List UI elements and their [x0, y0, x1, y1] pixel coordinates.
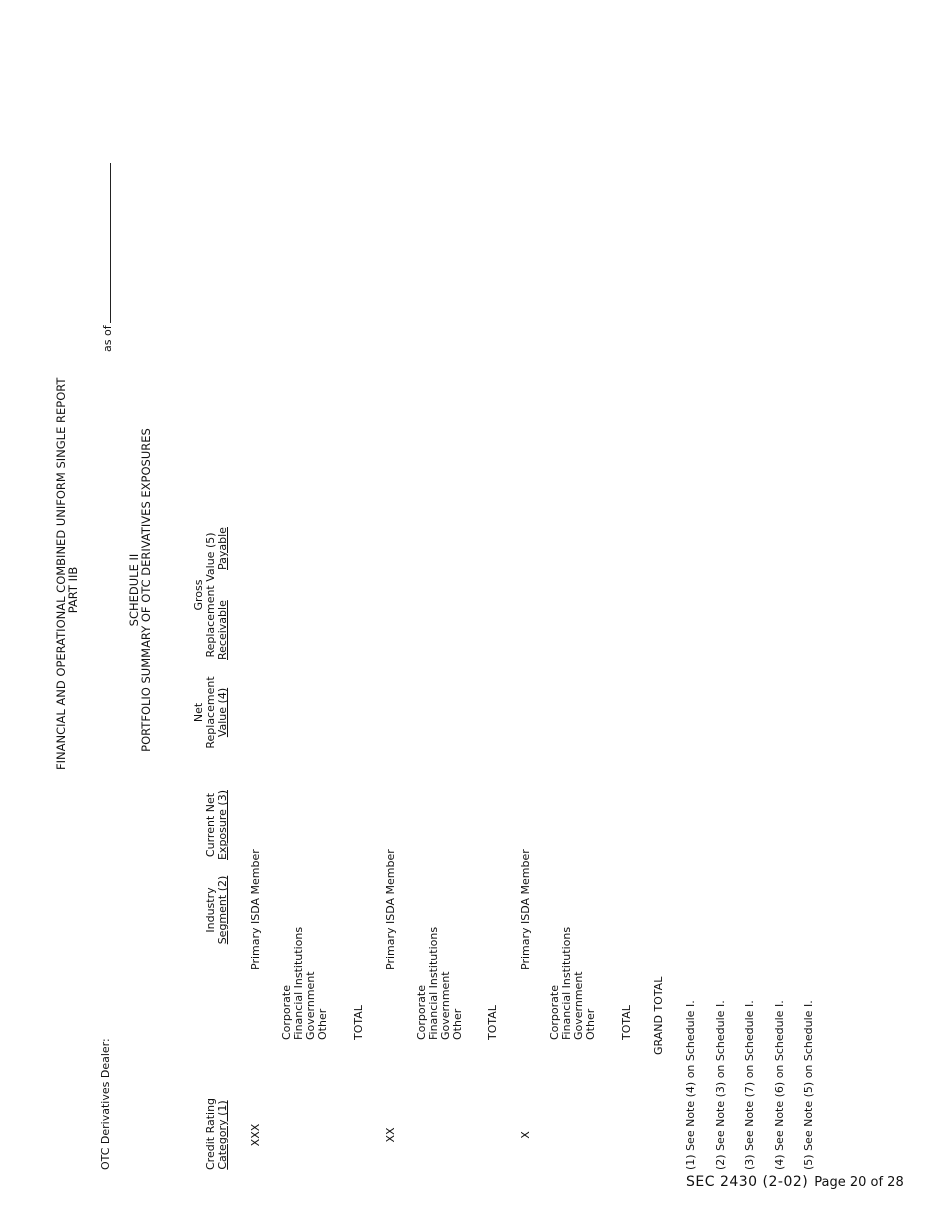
segment-other-1: Other	[316, 1008, 329, 1040]
segment-corporate-3: Corporate	[548, 985, 561, 1040]
rating-x: X	[519, 1131, 532, 1139]
schedule-block	[128, 390, 152, 790]
note-2: (2) See Note (3) on Schedule I.	[714, 1000, 727, 1170]
form-number: SEC 2430 (2-02)	[686, 1174, 809, 1190]
segment-corporate-1: Corporate	[280, 985, 293, 1040]
as-of-label: as of	[101, 325, 114, 352]
note-1: (1) See Note (4) on Schedule I.	[684, 1000, 697, 1170]
col-industry-line2: Segment (2)	[216, 875, 229, 945]
col-industry-line1: Industry	[204, 887, 217, 933]
col-receivable: Receivable	[216, 600, 229, 660]
report-part: PART IIB	[66, 566, 80, 614]
col-current-net	[205, 785, 229, 865]
segment-corporate-2: Corporate	[415, 985, 428, 1040]
page-footer	[686, 1174, 904, 1190]
note-3: (3) See Note (7) on Schedule I.	[743, 1000, 756, 1170]
col-current-net-line1: Current Net	[204, 792, 217, 858]
total-2: TOTAL	[486, 1005, 499, 1040]
primary-isda-2: Primary ISDA Member	[384, 849, 397, 970]
schedule-title: SCHEDULE II	[127, 553, 141, 627]
schedule-subtitle: PORTFOLIO SUMMARY OF OTC DERIVATIVES EXPOSURES	[139, 428, 153, 752]
col-current-net-line2: Exposure (3)	[216, 790, 229, 861]
segment-financial-3: Financial Institutions	[560, 926, 573, 1040]
col-gross-line1: Gross	[192, 579, 205, 611]
segment-government-3: Government	[572, 971, 585, 1040]
segment-other-2: Other	[451, 1008, 464, 1040]
as-of-line	[100, 163, 114, 352]
rating-xx: XX	[384, 1127, 397, 1143]
col-net-replacement-line2: Replacement	[204, 676, 217, 749]
segment-list-3	[549, 927, 597, 1040]
segment-government-1: Government	[304, 971, 317, 1040]
primary-isda-3: Primary ISDA Member	[519, 849, 532, 970]
primary-isda-1: Primary ISDA Member	[249, 849, 262, 970]
total-1: TOTAL	[352, 1005, 365, 1040]
segment-financial-1: Financial Institutions	[292, 926, 305, 1040]
page-number: Page 20 of 28	[814, 1175, 904, 1190]
rating-xxx: XXX	[249, 1123, 262, 1147]
col-net-replacement-line1: Net	[192, 702, 205, 723]
col-payable: Payable	[216, 527, 229, 570]
rotated-content	[55, 50, 855, 1170]
segment-financial-2: Financial Institutions	[427, 926, 440, 1040]
col-industry	[205, 870, 229, 950]
segment-other-3: Other	[584, 1008, 597, 1040]
as-of-blank	[100, 163, 111, 323]
report-title: FINANCIAL AND OPERATIONAL COMBINED UNIFORM SINGLE REPORT	[54, 377, 68, 770]
total-3: TOTAL	[620, 1005, 633, 1040]
segment-government-2: Government	[439, 971, 452, 1040]
dealer-label: OTC Derivatives Dealer:	[99, 1038, 112, 1170]
segment-list-1	[281, 927, 329, 1040]
col-net-replacement-line3: Value (4)	[216, 687, 229, 738]
col-gross-replacement	[193, 520, 217, 670]
note-4: (4) See Note (6) on Schedule I.	[773, 1000, 786, 1170]
report-title-block	[54, 377, 80, 770]
col-credit-rating-line1: Credit Rating	[204, 1097, 217, 1170]
col-net-replacement	[193, 670, 229, 755]
grand-total: GRAND TOTAL	[652, 976, 665, 1055]
col-gross-line2: Replacement Value (5)	[204, 532, 217, 658]
col-credit-rating	[204, 1097, 229, 1170]
col-credit-rating-line2: Category (1)	[216, 1100, 229, 1170]
segment-list-2	[416, 927, 464, 1040]
note-5: (5) See Note (5) on Schedule I.	[802, 1000, 815, 1170]
